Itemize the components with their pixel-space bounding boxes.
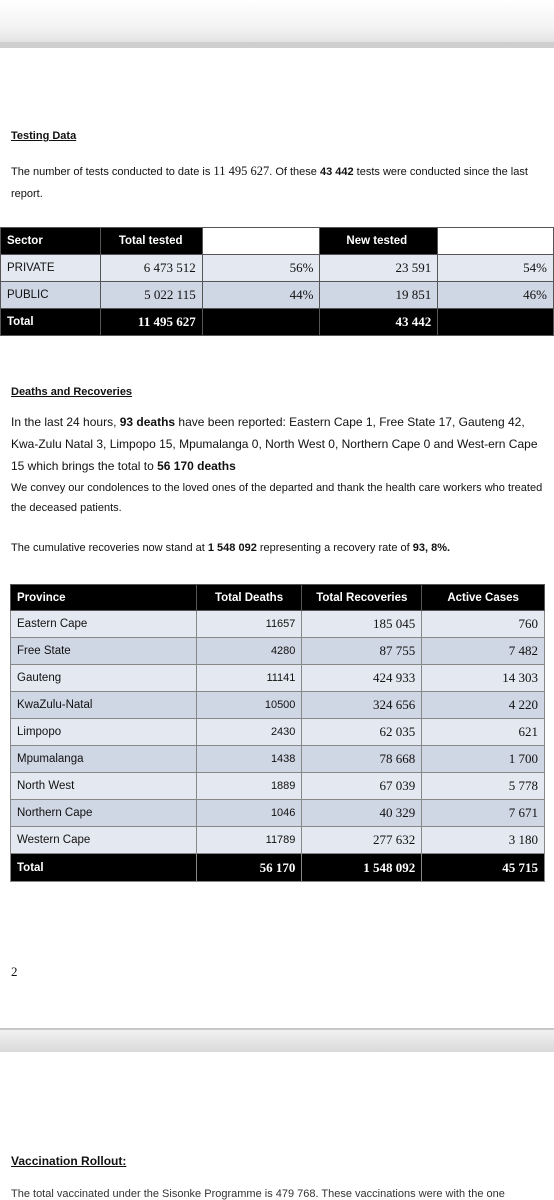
active-cases-cell: 7 482 — [422, 638, 545, 665]
testing-table — [0, 227, 554, 336]
deaths-cell: 4280 — [196, 638, 302, 665]
active-cases-cell: 7 671 — [422, 800, 545, 827]
header-total-recoveries: Total Recoveries — [302, 585, 422, 611]
province-cell: Free State — [11, 638, 197, 665]
testing-summary-paragraph: The number of tests conducted to date is 11 495 627. Of these 43 442 tests were conducted since the last report. — [11, 164, 528, 200]
province-cell: Western Cape — [11, 827, 197, 854]
sector-cell: PUBLIC — [1, 282, 101, 309]
recoveries-cell: 424 933 — [302, 665, 422, 692]
active-cases-cell: 5 778 — [422, 773, 545, 800]
total-label-cell: Total — [1, 309, 101, 336]
province-row-total — [11, 854, 545, 882]
page-break — [0, 1028, 554, 1052]
deaths-cell: 1046 — [196, 800, 302, 827]
new-pct-cell: 54% — [438, 255, 554, 282]
active-cases-cell: 4 220 — [422, 692, 545, 719]
testing-data-heading: Testing Data — [11, 130, 77, 142]
province-table — [10, 584, 545, 882]
recoveries-cell: 78 668 — [302, 746, 422, 773]
new-pct-cell: 46% — [438, 282, 554, 309]
testing-row-public — [1, 282, 554, 309]
province-table-header — [11, 585, 545, 611]
total-active-cell: 45 715 — [422, 854, 545, 882]
province-cell: Gauteng — [11, 665, 197, 692]
province-row — [11, 719, 545, 746]
total-recoveries-cell: 1 548 092 — [302, 854, 422, 882]
new-tested-sum-cell: 43 442 — [320, 309, 438, 336]
deaths-cell: 11789 — [196, 827, 302, 854]
header-blank-2 — [438, 228, 554, 255]
active-cases-cell: 760 — [422, 611, 545, 638]
deaths-cell: 11657 — [196, 611, 302, 638]
page-break-top — [0, 0, 554, 48]
vaccination-cutoff-text: The total vaccinated under the Sisonke Programme is 479 768. These vaccinations were with the one — [11, 1188, 505, 1200]
new-tested-cell: 23 591 — [320, 255, 438, 282]
page-number: 2 — [11, 964, 18, 979]
province-row — [11, 773, 545, 800]
total-tested-cell: 6 473 512 — [100, 255, 202, 282]
deaths-paragraph: In the last 24 hours, 93 deaths have been reported: Eastern Cape 1, Free State 17, Gauteng 42, Kwa-Zulu Natal 3, Limpopo 15, Mpumalanga 0, North West 0, Northern Cape 0 and West-ern Cape 15 which brings the total to 56 170 deaths — [11, 415, 538, 473]
province-cell: Eastern Cape — [11, 611, 197, 638]
province-cell: Mpumalanga — [11, 746, 197, 773]
blank-cell — [202, 309, 320, 336]
recoveries-cell: 277 632 — [302, 827, 422, 854]
blank-cell — [438, 309, 554, 336]
deaths-cell: 2430 — [196, 719, 302, 746]
province-row — [11, 665, 545, 692]
total-pct-cell: 56% — [202, 255, 320, 282]
header-active-cases: Active Cases — [422, 585, 545, 611]
deaths-cell: 10500 — [196, 692, 302, 719]
deaths-recoveries-heading: Deaths and Recoveries — [11, 386, 133, 398]
deaths-cell: 11141 — [196, 665, 302, 692]
active-cases-cell: 1 700 — [422, 746, 545, 773]
header-province: Province — [11, 585, 197, 611]
deaths-cell: 1889 — [196, 773, 302, 800]
recoveries-cell: 67 039 — [302, 773, 422, 800]
recoveries-cell: 324 656 — [302, 692, 422, 719]
testing-row-private — [1, 255, 554, 282]
new-tested-cell: 19 851 — [320, 282, 438, 309]
header-sector: Sector — [1, 228, 101, 255]
recoveries-cell: 87 755 — [302, 638, 422, 665]
active-cases-cell: 14 303 — [422, 665, 545, 692]
total-tested-sum-cell: 11 495 627 — [100, 309, 202, 336]
province-cell: KwaZulu-Natal — [11, 692, 197, 719]
total-pct-cell: 44% — [202, 282, 320, 309]
sector-cell: PRIVATE — [1, 255, 101, 282]
testing-table-header — [1, 228, 554, 255]
header-total-deaths: Total Deaths — [196, 585, 302, 611]
recoveries-cell: 40 329 — [302, 800, 422, 827]
province-row — [11, 638, 545, 665]
province-row — [11, 692, 545, 719]
province-row — [11, 746, 545, 773]
testing-row-total — [1, 309, 554, 336]
province-cell: Northern Cape — [11, 800, 197, 827]
deaths-cell: 1438 — [196, 746, 302, 773]
recoveries-cell: 185 045 — [302, 611, 422, 638]
vaccination-heading: Vaccination Rollout: — [11, 1154, 127, 1168]
recoveries-paragraph: The cumulative recoveries now stand at 1 548 092 representing a recovery rate of 93, 8%. — [11, 542, 451, 554]
total-deaths-cell: 56 170 — [196, 854, 302, 882]
total-label-cell: Total — [11, 854, 197, 882]
header-blank-1 — [202, 228, 320, 255]
header-new-tested: New tested — [320, 228, 438, 255]
recoveries-cell: 62 035 — [302, 719, 422, 746]
province-row — [11, 611, 545, 638]
province-cell: North West — [11, 773, 197, 800]
active-cases-cell: 621 — [422, 719, 545, 746]
active-cases-cell: 3 180 — [422, 827, 545, 854]
total-tested-cell: 5 022 115 — [100, 282, 202, 309]
province-row — [11, 827, 545, 854]
province-row — [11, 800, 545, 827]
province-cell: Limpopo — [11, 719, 197, 746]
condolences-paragraph: We convey our condolences to the loved ones of the departed and thank the health care workers who treated the deceased patients. — [11, 482, 543, 514]
header-total-tested: Total tested — [100, 228, 202, 255]
